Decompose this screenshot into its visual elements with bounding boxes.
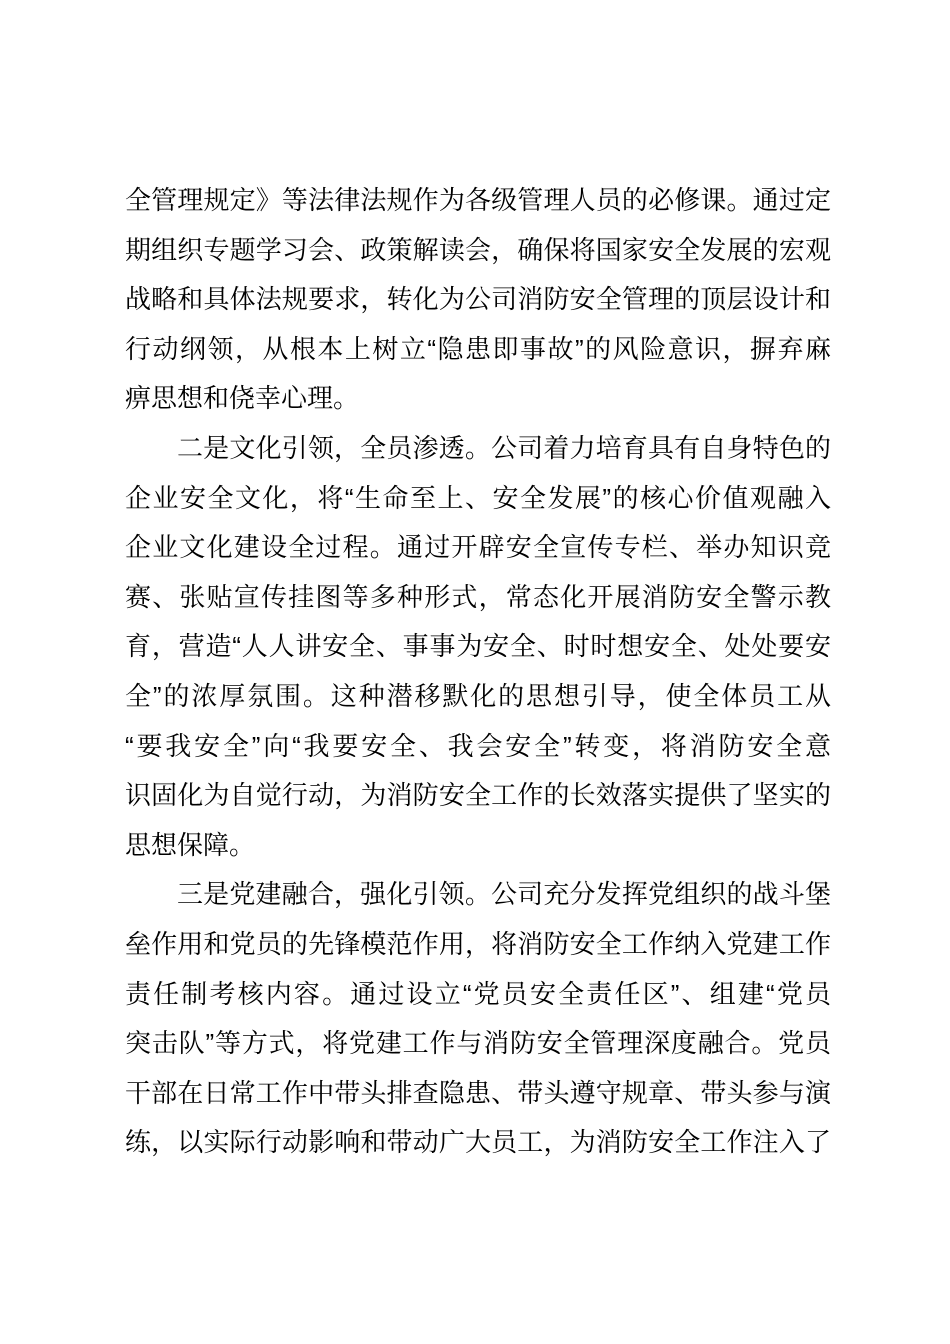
text-line: 行动纲领，从根本上树立“隐患即事故”的风险意识，摒弃麻	[125, 333, 831, 364]
text-line: 责任制考核内容。通过设立“党员安全责任区”、组建“党员	[125, 978, 831, 1009]
text-line: 企业安全文化，将“生命至上、安全发展”的核心价值观融入	[125, 482, 831, 513]
text-line: 全”的浓厚氛围。这种潜移默化的思想引导，使全体员工从	[125, 680, 831, 711]
text-line: 二是文化引领，全员渗透。公司着力培育具有自身特色的	[177, 432, 831, 463]
text-line: 赛、张贴宣传挂图等多种形式，常态化开展消防安全警示教	[125, 581, 831, 612]
paragraph-party-building	[125, 870, 831, 1168]
text-line: 垒作用和党员的先锋模范作用，将消防安全工作纳入党建工作	[125, 928, 831, 959]
text-line: 全管理规定》等法律法规作为各级管理人员的必修课。通过定	[125, 185, 831, 215]
text-line: “要我安全”向“我要安全、我会安全”转变，将消防安全意	[125, 730, 831, 761]
document-body	[125, 176, 831, 1168]
text-line: 三是党建融合，强化引领。公司充分发挥党组织的战斗堡	[177, 879, 831, 910]
text-line: 思想保障。	[125, 829, 256, 860]
paragraph-culture-leading	[125, 424, 831, 870]
text-line: 期组织专题学习会、政策解读会，确保将国家安全发展的宏观	[125, 234, 831, 265]
text-line: 企业文化建设全过程。通过开辟安全宣传专栏、举办知识竞	[125, 532, 831, 563]
text-line: 练，以实际行动影响和带动广大员工，为消防安全工作注入了	[125, 1127, 831, 1158]
text-line: 干部在日常工作中带头排查隐患、带头遵守规章、带头参与演	[125, 1077, 831, 1108]
text-line: 育，营造“人人讲安全、事事为安全、时时想安全、处处要安	[125, 631, 831, 662]
text-line: 突击队”等方式，将党建工作与消防安全管理深度融合。党员	[125, 1028, 831, 1059]
text-line: 战略和具体法规要求，转化为公司消防安全管理的顶层设计和	[125, 284, 831, 315]
text-line: 痹思想和侥幸心理。	[125, 383, 360, 414]
text-line: 识固化为自觉行动，为消防安全工作的长效落实提供了坚实的	[125, 780, 831, 811]
paragraph-legal-education	[125, 176, 831, 424]
